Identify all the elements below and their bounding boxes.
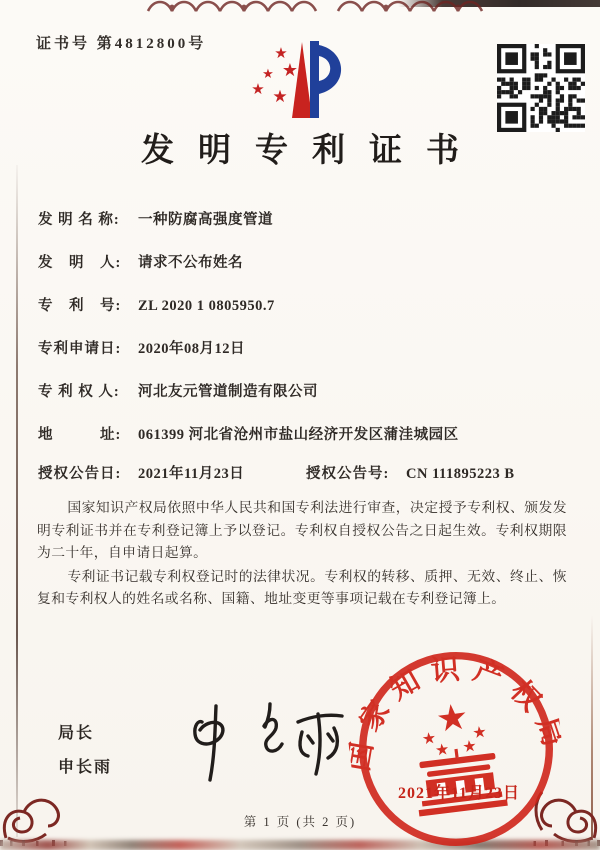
field-label: 专 利 权 人: bbox=[38, 384, 120, 400]
seal-agency-text: 国家知识产权局 bbox=[342, 652, 573, 774]
director-signature bbox=[182, 692, 352, 792]
field-label: 发 明 人: bbox=[38, 255, 122, 271]
svg-text:★: ★ bbox=[433, 696, 471, 741]
field-label: 专 利 号: bbox=[38, 298, 122, 314]
svg-text:★: ★ bbox=[433, 739, 451, 760]
legal-paragraph: 国家知识产权局依照中华人民共和国专利法进行审查，决定授予专利权、颁发发明专利证书并在专利登记簿上予以登记。专利权自授权公告之日起生效。专利权期限为二十年，自申请日起算。 bbox=[37, 500, 567, 560]
field-label: 专利申请日: bbox=[38, 341, 122, 357]
field-value: 河北友元管道制造有限公司 bbox=[138, 384, 318, 400]
field-label: 授权公告日: bbox=[38, 466, 122, 482]
svg-text:★: ★ bbox=[274, 44, 288, 62]
field-value: 061399 河北省沧州市盐山经济开发区蒲洼城园区 bbox=[138, 427, 459, 443]
field-value: ZL 2020 1 0805950.7 bbox=[138, 298, 275, 314]
top-border-ornament bbox=[146, 0, 490, 15]
seal-date: 2021年11月23日 bbox=[397, 785, 521, 802]
field-label: 发 明 名 称: bbox=[38, 212, 120, 228]
left-fold-line bbox=[16, 165, 18, 837]
svg-text:★: ★ bbox=[471, 721, 488, 743]
legal-paragraph: 专利证书记载专利权登记时的法律状况。专利权的转移、质押、无效、终止、恢复和专利权人的姓名或名称、国籍、地址变更等事项记载在专利登记簿上。 bbox=[37, 568, 567, 606]
svg-text:★: ★ bbox=[272, 87, 288, 107]
svg-text:★: ★ bbox=[461, 735, 478, 757]
svg-text:★: ★ bbox=[420, 727, 438, 749]
signer-title: 局长 bbox=[58, 725, 95, 742]
field-patentee bbox=[38, 382, 574, 402]
field-inventor bbox=[38, 253, 574, 273]
field-value: 请求不公布姓名 bbox=[138, 255, 243, 271]
field-value: 一种防腐高强度管道 bbox=[138, 212, 273, 228]
svg-text:★: ★ bbox=[262, 67, 274, 82]
svg-text:★: ★ bbox=[251, 80, 265, 98]
field-label: 地 址: bbox=[38, 427, 122, 443]
field-address bbox=[38, 425, 574, 445]
field-value: CN 111895223 B bbox=[406, 466, 515, 482]
field-list bbox=[38, 210, 574, 484]
field-value: 2020年08月12日 bbox=[138, 341, 245, 357]
certificate-number: 证书号 第4812800号 bbox=[36, 36, 207, 52]
field-patent-number bbox=[38, 296, 574, 316]
signer-name: 申长雨 bbox=[58, 759, 113, 776]
page-number: 第 1 页 (共 2 页) bbox=[243, 815, 357, 829]
signer-block bbox=[58, 717, 112, 785]
svg-text:★: ★ bbox=[281, 60, 299, 81]
legal-text bbox=[37, 497, 567, 612]
field-value: 2021年11月23日 bbox=[138, 466, 245, 482]
certificate-title: 发明专利证书 bbox=[141, 133, 483, 169]
field-grant-row bbox=[38, 464, 574, 484]
field-invention-title bbox=[38, 210, 574, 230]
cnipa-patent-logo-icon bbox=[246, 36, 350, 124]
field-filing-date bbox=[38, 339, 574, 359]
field-label: 授权公告号: bbox=[306, 466, 390, 482]
qr-code bbox=[497, 44, 585, 132]
